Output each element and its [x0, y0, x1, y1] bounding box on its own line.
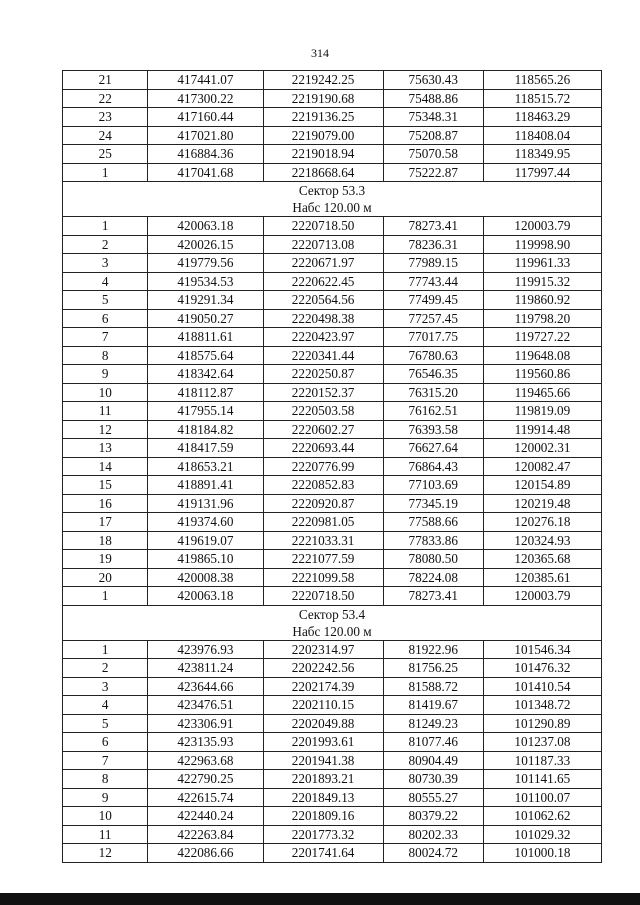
coord-y-cell: 2219190.68: [263, 90, 383, 108]
table-row: [63, 108, 601, 127]
point-number-cell: 21: [98, 72, 112, 87]
coord-y-cell: 2219136.25: [263, 108, 383, 126]
point-number-cell: 10: [98, 808, 112, 823]
local-x-cell: 77257.45: [383, 310, 483, 328]
local-y-cell: 101187.33: [483, 752, 601, 770]
local-y-cell: 119961.33: [483, 254, 601, 272]
local-x-cell: 76315.20: [383, 384, 483, 402]
local-x-cell: 77103.69: [383, 476, 483, 494]
coord-y-cell: 2202049.88: [263, 715, 383, 733]
coord-x-cell: 418417.59: [147, 439, 262, 457]
local-y-cell: 120003.79: [483, 217, 601, 235]
coord-x-cell: 420026.15: [147, 236, 262, 254]
coord-y-cell: 2201893.21: [263, 770, 383, 788]
coord-y-cell: 2201741.64: [263, 844, 383, 862]
local-x-cell: 80024.72: [383, 844, 483, 862]
local-x-cell: 81756.25: [383, 659, 483, 677]
sector-block: [63, 182, 601, 606]
point-number-cell: 17: [98, 514, 112, 529]
point-number-cell: 11: [98, 826, 112, 842]
point-number-cell: 5: [101, 715, 109, 731]
coord-y-cell: 2202314.97: [263, 641, 383, 659]
sector-title: Сектор 53.3: [298, 183, 366, 198]
coord-x-cell: 422963.68: [147, 752, 262, 770]
point-number-cell: 5: [101, 292, 109, 307]
coord-y-cell: 2221033.31: [263, 532, 383, 550]
local-y-cell: 119465.66: [483, 384, 601, 402]
coord-x-cell: 418184.82: [147, 421, 262, 439]
table-row: [63, 659, 601, 678]
local-y-cell: 120003.79: [483, 587, 601, 605]
local-x-cell: 78080.50: [383, 550, 483, 568]
coord-x-cell: 418112.87: [147, 384, 262, 402]
table-row: [63, 217, 601, 236]
point-number-cell: 15: [98, 477, 112, 492]
local-x-cell: 80730.39: [383, 770, 483, 788]
local-x-cell: 78224.08: [383, 569, 483, 587]
coord-x-cell: 423811.24: [147, 659, 262, 677]
coord-x-cell: 418891.41: [147, 476, 262, 494]
coord-y-cell: 2220498.38: [263, 310, 383, 328]
local-y-cell: 101546.34: [483, 641, 601, 659]
point-number-cell: 12: [98, 421, 112, 437]
table-row: [63, 402, 601, 421]
table-row: [63, 696, 601, 715]
local-x-cell: 81249.23: [383, 715, 483, 733]
table-row: [63, 90, 601, 109]
point-number-cell: 3: [101, 255, 109, 270]
coord-x-cell: 423644.66: [147, 678, 262, 696]
coord-x-cell: 422440.24: [147, 807, 262, 825]
local-y-cell: 119798.20: [483, 310, 601, 328]
table-row: [63, 291, 601, 310]
coord-x-cell: 419374.60: [147, 513, 262, 531]
local-x-cell: 77833.86: [383, 532, 483, 550]
coord-x-cell: 419865.10: [147, 550, 262, 568]
local-x-cell: 80379.22: [383, 807, 483, 825]
coord-x-cell: 423135.93: [147, 733, 262, 751]
local-y-cell: 119648.08: [483, 347, 601, 365]
table-row: [63, 145, 601, 164]
point-number-cell: 1: [101, 164, 109, 180]
point-number-cell: 2: [101, 236, 109, 252]
local-x-cell: 75488.86: [383, 90, 483, 108]
coord-y-cell: 2220423.97: [263, 328, 383, 346]
table-row: [63, 789, 601, 808]
table-row: [63, 715, 601, 734]
coord-x-cell: 417160.44: [147, 108, 262, 126]
coord-x-cell: 423976.93: [147, 641, 262, 659]
table-row: [63, 458, 601, 477]
local-y-cell: 120385.61: [483, 569, 601, 587]
local-y-cell: 120324.93: [483, 532, 601, 550]
coord-x-cell: 419534.53: [147, 273, 262, 291]
page-number: 314: [311, 46, 329, 60]
table-row: [63, 273, 601, 292]
table-row: [63, 587, 601, 606]
table-row: [63, 550, 601, 569]
local-x-cell: 76780.63: [383, 347, 483, 365]
coord-y-cell: 2221077.59: [263, 550, 383, 568]
local-y-cell: 120154.89: [483, 476, 601, 494]
local-y-cell: 120082.47: [483, 458, 601, 476]
coord-x-cell: 419050.27: [147, 310, 262, 328]
point-number-cell: 14: [98, 458, 112, 474]
coord-x-cell: 417300.22: [147, 90, 262, 108]
point-number-cell: 25: [98, 146, 112, 161]
local-x-cell: 75630.43: [383, 71, 483, 89]
point-number-cell: 8: [101, 347, 109, 363]
coordinates-table: [62, 70, 602, 863]
local-y-cell: 101290.89: [483, 715, 601, 733]
table-row: [63, 236, 601, 255]
coord-y-cell: 2219079.00: [263, 127, 383, 145]
local-y-cell: 101410.54: [483, 678, 601, 696]
local-x-cell: 77743.44: [383, 273, 483, 291]
coord-x-cell: 419291.34: [147, 291, 262, 309]
sector-heading: [63, 606, 601, 641]
local-y-cell: 118565.26: [483, 71, 601, 89]
table-row: [63, 310, 601, 329]
coord-y-cell: 2220718.50: [263, 587, 383, 605]
point-number-cell: 9: [101, 789, 109, 805]
sector-block: [63, 606, 601, 863]
point-number-cell: 7: [101, 752, 109, 768]
local-x-cell: 78236.31: [383, 236, 483, 254]
coord-x-cell: 416884.36: [147, 145, 262, 163]
sector-elevation: Набс 120.00 м: [292, 623, 372, 639]
table-row: [63, 513, 601, 532]
point-number-cell: 12: [98, 845, 112, 860]
coord-y-cell: 2201849.13: [263, 789, 383, 807]
local-x-cell: 80202.33: [383, 826, 483, 844]
coord-y-cell: 2202110.15: [263, 696, 383, 714]
table-row: [63, 365, 601, 384]
local-y-cell: 101029.32: [483, 826, 601, 844]
coord-x-cell: 420008.38: [147, 569, 262, 587]
coord-y-cell: 2220713.08: [263, 236, 383, 254]
coord-y-cell: 2202174.39: [263, 678, 383, 696]
table-row: [63, 476, 601, 495]
coord-x-cell: 422790.25: [147, 770, 262, 788]
coord-x-cell: 420063.18: [147, 217, 262, 235]
local-y-cell: 101000.18: [483, 844, 601, 862]
table-row: [63, 127, 601, 146]
table-row: [63, 495, 601, 514]
local-y-cell: 101476.32: [483, 659, 601, 677]
point-number-cell: 2: [101, 660, 109, 675]
coord-y-cell: 2220564.56: [263, 291, 383, 309]
coord-x-cell: 419619.07: [147, 532, 262, 550]
point-number-cell: 20: [98, 569, 112, 585]
point-number-cell: 1: [101, 218, 109, 233]
local-x-cell: 76162.51: [383, 402, 483, 420]
coord-y-cell: 2220671.97: [263, 254, 383, 272]
point-number-cell: 4: [101, 273, 109, 289]
point-number-cell: 23: [98, 109, 112, 124]
local-y-cell: 119727.22: [483, 328, 601, 346]
coord-y-cell: 2220852.83: [263, 476, 383, 494]
coord-x-cell: 423306.91: [147, 715, 262, 733]
local-x-cell: 76393.58: [383, 421, 483, 439]
local-y-cell: 118349.95: [483, 145, 601, 163]
local-x-cell: 80555.27: [383, 789, 483, 807]
table-row: [63, 826, 601, 845]
coord-x-cell: 418653.21: [147, 458, 262, 476]
local-x-cell: 77345.19: [383, 495, 483, 513]
table-row: [63, 770, 601, 789]
coord-x-cell: 417041.68: [147, 164, 262, 182]
coord-y-cell: 2219018.94: [263, 145, 383, 163]
coord-y-cell: 2221099.58: [263, 569, 383, 587]
coord-x-cell: 422615.74: [147, 789, 262, 807]
local-x-cell: 80904.49: [383, 752, 483, 770]
coord-y-cell: 2218668.64: [263, 164, 383, 182]
local-x-cell: 78273.41: [383, 217, 483, 235]
point-number-cell: 16: [98, 495, 112, 511]
point-number-cell: 13: [98, 440, 112, 455]
coord-x-cell: 417441.07: [147, 71, 262, 89]
table-row: [63, 71, 601, 90]
coord-x-cell: 419131.96: [147, 495, 262, 513]
coord-y-cell: 2220981.05: [263, 513, 383, 531]
point-number-cell: 1: [101, 641, 109, 657]
local-x-cell: 81077.46: [383, 733, 483, 751]
coord-y-cell: 2220152.37: [263, 384, 383, 402]
point-number-cell: 4: [101, 697, 109, 712]
local-x-cell: 76864.43: [383, 458, 483, 476]
table-row: [63, 733, 601, 752]
table-row: [63, 844, 601, 863]
table-row: [63, 678, 601, 697]
table-row: [63, 328, 601, 347]
table-row: [63, 347, 601, 366]
sector-elevation: Набс 120.00 м: [292, 200, 372, 215]
point-number-cell: 8: [101, 771, 109, 786]
point-number-cell: 18: [98, 532, 112, 548]
local-y-cell: 101237.08: [483, 733, 601, 751]
coord-y-cell: 2201941.38: [263, 752, 383, 770]
coord-y-cell: 2220693.44: [263, 439, 383, 457]
local-y-cell: 101348.72: [483, 696, 601, 714]
coord-x-cell: 417021.80: [147, 127, 262, 145]
sector-block: [63, 71, 601, 182]
point-number-cell: 24: [98, 127, 112, 143]
coord-x-cell: 418575.64: [147, 347, 262, 365]
table-row: [63, 164, 601, 183]
table-row: [63, 384, 601, 403]
point-number-cell: 6: [101, 734, 109, 749]
local-y-cell: 119560.86: [483, 365, 601, 383]
table-row: [63, 254, 601, 273]
coord-x-cell: 420063.18: [147, 587, 262, 605]
local-x-cell: 81419.67: [383, 696, 483, 714]
local-y-cell: 119914.48: [483, 421, 601, 439]
coord-y-cell: 2220622.45: [263, 273, 383, 291]
coord-y-cell: 2220250.87: [263, 365, 383, 383]
local-x-cell: 77588.66: [383, 513, 483, 531]
coord-y-cell: 2201809.16: [263, 807, 383, 825]
sector-heading: [63, 182, 601, 217]
coord-y-cell: 2201773.32: [263, 826, 383, 844]
scan-bottom-edge: [0, 893, 640, 905]
local-x-cell: 75348.31: [383, 108, 483, 126]
local-y-cell: 117997.44: [483, 164, 601, 182]
local-x-cell: 75070.58: [383, 145, 483, 163]
sector-title: Сектор 53.4: [298, 606, 366, 622]
coord-y-cell: 2220776.99: [263, 458, 383, 476]
point-number-cell: 11: [98, 403, 112, 418]
coord-x-cell: 422263.84: [147, 826, 262, 844]
local-x-cell: 77499.45: [383, 291, 483, 309]
local-x-cell: 77989.15: [383, 254, 483, 272]
table-row: [63, 641, 601, 660]
coord-x-cell: 417955.14: [147, 402, 262, 420]
coord-x-cell: 419779.56: [147, 254, 262, 272]
local-y-cell: 119915.32: [483, 273, 601, 291]
local-y-cell: 120365.68: [483, 550, 601, 568]
local-y-cell: 119860.92: [483, 291, 601, 309]
table-row: [63, 532, 601, 551]
local-x-cell: 81588.72: [383, 678, 483, 696]
coord-x-cell: 418811.61: [147, 328, 262, 346]
point-number-cell: 7: [101, 329, 109, 344]
point-number-cell: 19: [98, 551, 112, 566]
local-y-cell: 119819.09: [483, 402, 601, 420]
local-y-cell: 120219.48: [483, 495, 601, 513]
point-number-cell: 6: [101, 310, 109, 326]
coord-y-cell: 2202242.56: [263, 659, 383, 677]
table-row: [63, 807, 601, 826]
coord-y-cell: 2220602.27: [263, 421, 383, 439]
local-x-cell: 81922.96: [383, 641, 483, 659]
local-y-cell: 118408.04: [483, 127, 601, 145]
local-x-cell: 78273.41: [383, 587, 483, 605]
local-y-cell: 101100.07: [483, 789, 601, 807]
local-x-cell: 76627.64: [383, 439, 483, 457]
point-number-cell: 10: [98, 384, 112, 400]
local-y-cell: 118463.29: [483, 108, 601, 126]
coord-x-cell: 422086.66: [147, 844, 262, 862]
local-y-cell: 120276.18: [483, 513, 601, 531]
local-y-cell: 118515.72: [483, 90, 601, 108]
coord-y-cell: 2201993.61: [263, 733, 383, 751]
local-x-cell: 77017.75: [383, 328, 483, 346]
point-number-cell: 22: [98, 90, 112, 106]
point-number-cell: 9: [101, 366, 109, 381]
table-row: [63, 752, 601, 771]
coord-y-cell: 2220503.58: [263, 402, 383, 420]
local-x-cell: 75222.87: [383, 164, 483, 182]
table-row: [63, 569, 601, 588]
local-x-cell: 75208.87: [383, 127, 483, 145]
point-number-cell: 1: [101, 588, 109, 603]
point-number-cell: 3: [101, 678, 109, 694]
coord-y-cell: 2220341.44: [263, 347, 383, 365]
coord-x-cell: 423476.51: [147, 696, 262, 714]
local-x-cell: 76546.35: [383, 365, 483, 383]
coord-y-cell: 2220718.50: [263, 217, 383, 235]
coord-x-cell: 418342.64: [147, 365, 262, 383]
local-y-cell: 101141.65: [483, 770, 601, 788]
local-y-cell: 120002.31: [483, 439, 601, 457]
local-y-cell: 119998.90: [483, 236, 601, 254]
coord-y-cell: 2220920.87: [263, 495, 383, 513]
coord-y-cell: 2219242.25: [263, 71, 383, 89]
table-row: [63, 439, 601, 458]
table-row: [63, 421, 601, 440]
local-y-cell: 101062.62: [483, 807, 601, 825]
